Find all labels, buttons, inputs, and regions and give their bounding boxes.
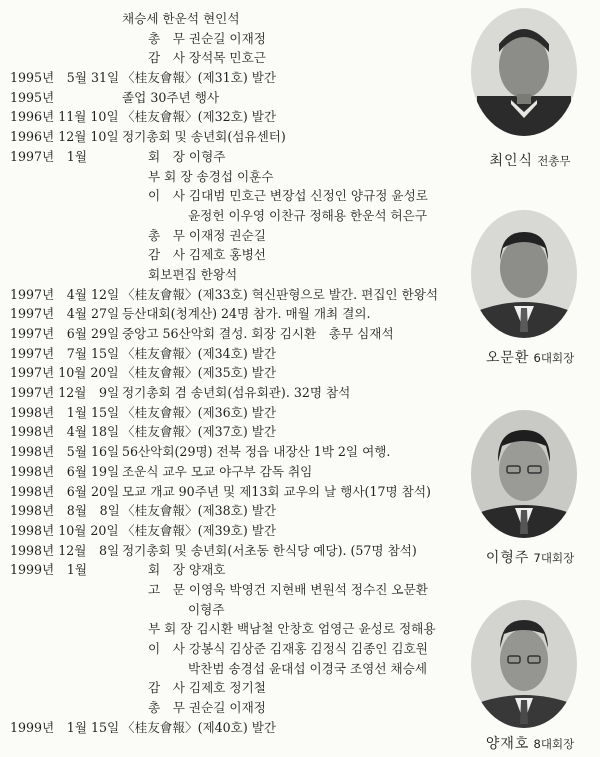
portrait-caption-3: [460, 547, 600, 567]
entry-text: 〈桂友會報〉(제35호) 발간: [122, 365, 277, 381]
chronology-row: [0, 88, 460, 108]
chronology-row: [0, 206, 460, 226]
chronology-row: [0, 718, 460, 738]
entry-date: [0, 245, 122, 265]
portrait-name: 양재호: [485, 736, 530, 752]
entry-date: [0, 600, 122, 620]
entry-date: 1999년 1월 15일: [10, 719, 120, 735]
entry-text: 총 무 권순길 이재정: [148, 30, 266, 46]
entry-date: [0, 206, 122, 226]
chronology-row: [0, 501, 460, 521]
portrait-name: 오문환: [485, 350, 530, 366]
chronology-row: [0, 363, 460, 383]
portrait-photo-2: [471, 210, 577, 338]
chronology-row: [0, 226, 460, 246]
entry-date: [0, 265, 122, 285]
portrait-title: 6대회장: [533, 351, 575, 365]
chronology-row: [0, 482, 460, 502]
entry-date: 1999년 1월: [10, 562, 87, 578]
entry-date: 1996년 12월 10일: [10, 129, 119, 145]
chronology-row: [0, 639, 460, 659]
entry-date: [0, 580, 122, 600]
portrait-caption-4: [460, 733, 600, 753]
entry-text: 정기총회 및 송년회(섬유센터): [122, 129, 286, 145]
chronology-row: [0, 600, 460, 620]
entry-date: 1996년 11월 10일: [10, 109, 119, 125]
chronology-row: [0, 442, 460, 462]
chronology-row: [0, 560, 460, 580]
entry-text: 감 사 장석목 민호근: [148, 50, 266, 66]
entry-text: 〈桂友會報〉(제40호) 발간: [122, 719, 277, 735]
chronology-row: [0, 186, 460, 206]
chronology-row: [0, 383, 460, 403]
entry-text: 〈桂友會報〉(제36호) 발간: [122, 404, 277, 420]
entry-date: [0, 678, 122, 698]
chronology-row: [0, 127, 460, 147]
chronology-row: [0, 68, 460, 88]
entry-date: [0, 48, 122, 68]
entry-text: 정기총회 겸 송년회(섬유회관). 32명 참석: [122, 385, 351, 401]
chronology-row: [0, 29, 460, 49]
entry-text: 중앙고 56산악회 결성. 회장 김시환 총무 심재석: [122, 326, 394, 341]
entry-text: 이형주: [188, 601, 225, 617]
entry-text: 윤정헌 이우영 이찬규 정해용 한운석 허은구: [188, 207, 427, 223]
entry-date: [0, 619, 122, 639]
portrait-photo-3: [471, 410, 577, 538]
chronology-row: [0, 344, 460, 364]
portrait-caption-2: [460, 347, 600, 367]
chronology-row: [0, 403, 460, 423]
chronology-row: [0, 619, 460, 639]
entry-text: 회 장 양재호: [148, 562, 226, 578]
portrait-name: 최인식: [489, 153, 534, 169]
portrait-name: 이형주: [485, 550, 530, 566]
chronology-row: [0, 285, 460, 305]
entry-text: 〈桂友會報〉(제38호) 발간: [122, 503, 277, 519]
entry-text: 회 장 이형주: [148, 148, 226, 164]
chronology-row: [0, 245, 460, 265]
chronology-row: [0, 48, 460, 68]
chronology-row: [0, 304, 460, 324]
entry-text: 이 사 강봉식 김상준 김재홍 김정식 김종인 김호원: [148, 641, 428, 656]
entry-date: 1998년 12월 8일: [10, 542, 120, 558]
portrait-caption-1: [460, 150, 600, 170]
entry-date: 1998년 6월 19일: [10, 463, 120, 479]
entry-text: 총 무 권순길 이재정: [148, 700, 266, 716]
entry-date: 1997년 4월 27일: [10, 306, 120, 322]
portrait-photo-1: [471, 8, 577, 136]
entry-text: 〈桂友會報〉(제33호) 혁신판형으로 발간. 편집인 한왕석: [122, 286, 439, 302]
entry-text: 〈桂友會報〉(제37호) 발간: [122, 424, 277, 440]
entry-text: 〈桂友會報〉(제34호) 발간: [122, 345, 277, 361]
chronology-row: [0, 324, 460, 344]
entry-date: 1997년 4월 12일: [10, 286, 120, 302]
entry-text: 부 회 장 김시환 백남철 안창호 엄영근 윤성로 정해용: [148, 621, 436, 637]
entry-text: 등산대회(청계산) 24명 참가. 매월 개최 결의.: [122, 306, 371, 322]
entry-date: 1998년 4월 18일: [10, 424, 120, 440]
entry-text: 정기총회 및 송년회(서초동 한식당 예당). (57명 참석): [122, 542, 417, 558]
entry-date: 1998년 6월 20일: [10, 483, 120, 499]
entry-text: 56산악회(29명) 전북 정읍 내장산 1박 2일 여행.: [122, 444, 391, 460]
entry-text: 〈桂友會報〉(제31호) 발간: [122, 70, 277, 86]
entry-text: 〈桂友會報〉(제39호) 발간: [122, 522, 277, 538]
entry-date: 1997년 10월 20일: [10, 365, 119, 381]
entry-date: 1997년 6월 29일: [10, 326, 120, 341]
entry-date: 1997년 7월 15일: [10, 345, 120, 361]
entry-date: [0, 186, 122, 206]
chronology-row: [0, 659, 460, 679]
entry-date: 1998년 1월 15일: [10, 404, 120, 420]
chronology-list: [0, 9, 460, 737]
chronology-row: [0, 462, 460, 482]
entry-text: 〈桂友會報〉(제32호) 발간: [122, 109, 277, 125]
entry-text: 졸업 30주년 행사: [122, 89, 220, 105]
chronology-row: [0, 422, 460, 442]
entry-date: 1998년 10월 20일: [10, 522, 119, 538]
entry-date: [0, 167, 122, 187]
chronology-row: [0, 107, 460, 127]
chronology-row: [0, 167, 460, 187]
portrait-title: 전총무: [537, 154, 571, 168]
entry-text: 감 사 김제호 정기철: [148, 680, 266, 696]
entry-date: [0, 226, 122, 246]
portrait-title: 7대회장: [533, 551, 575, 565]
chronology-row: [0, 521, 460, 541]
entry-date: 1995년 5월 31일: [10, 70, 120, 86]
chronology-row: [0, 698, 460, 718]
entry-text: 회보편집 한왕석: [148, 266, 238, 282]
chronology-row: [0, 541, 460, 561]
portrait-photo-4: [471, 600, 577, 728]
chronology-row: [0, 147, 460, 167]
entry-text: 부 회 장 송경섭 이훈수: [148, 168, 274, 184]
entry-text: 고 문 이영욱 박영건 지현배 변원석 정수진 오문환: [148, 581, 428, 597]
entry-date: [0, 698, 122, 718]
entry-text: 채승세 한운석 현인석: [122, 11, 240, 26]
chronology-row: [0, 678, 460, 698]
entry-date: 1998년 8월 8일: [10, 503, 120, 519]
chronology-row: [0, 265, 460, 285]
entry-date: [0, 659, 122, 679]
entry-date: 1997년 1월: [10, 148, 87, 164]
entry-date: [0, 9, 122, 29]
entry-text: 조운식 교우 모교 야구부 감독 취임: [122, 463, 313, 479]
entry-date: 1997년 12월 9일: [10, 385, 120, 401]
entry-text: 박찬범 송경섭 윤대섭 이경국 조영선 채승세: [188, 660, 427, 676]
entry-date: 1998년 5월 16일: [10, 444, 120, 460]
entry-date: 1995년: [10, 89, 55, 105]
entry-date: [0, 639, 122, 659]
chronology-row: [0, 9, 460, 29]
entry-text: 이 사 김대범 민호근 변장섭 신정인 양규정 윤성로: [148, 188, 428, 204]
entry-text: 모교 개교 90주년 및 제13회 교우의 날 행사(17명 참석): [122, 483, 431, 499]
portrait-column: [460, 0, 600, 757]
entry-date: [0, 29, 122, 49]
entry-text: 감 사 김제호 홍병선: [148, 247, 266, 263]
portrait-title: 8대회장: [533, 737, 575, 751]
chronology-row: [0, 580, 460, 600]
entry-text: 총 무 이재정 권순길: [148, 227, 266, 243]
